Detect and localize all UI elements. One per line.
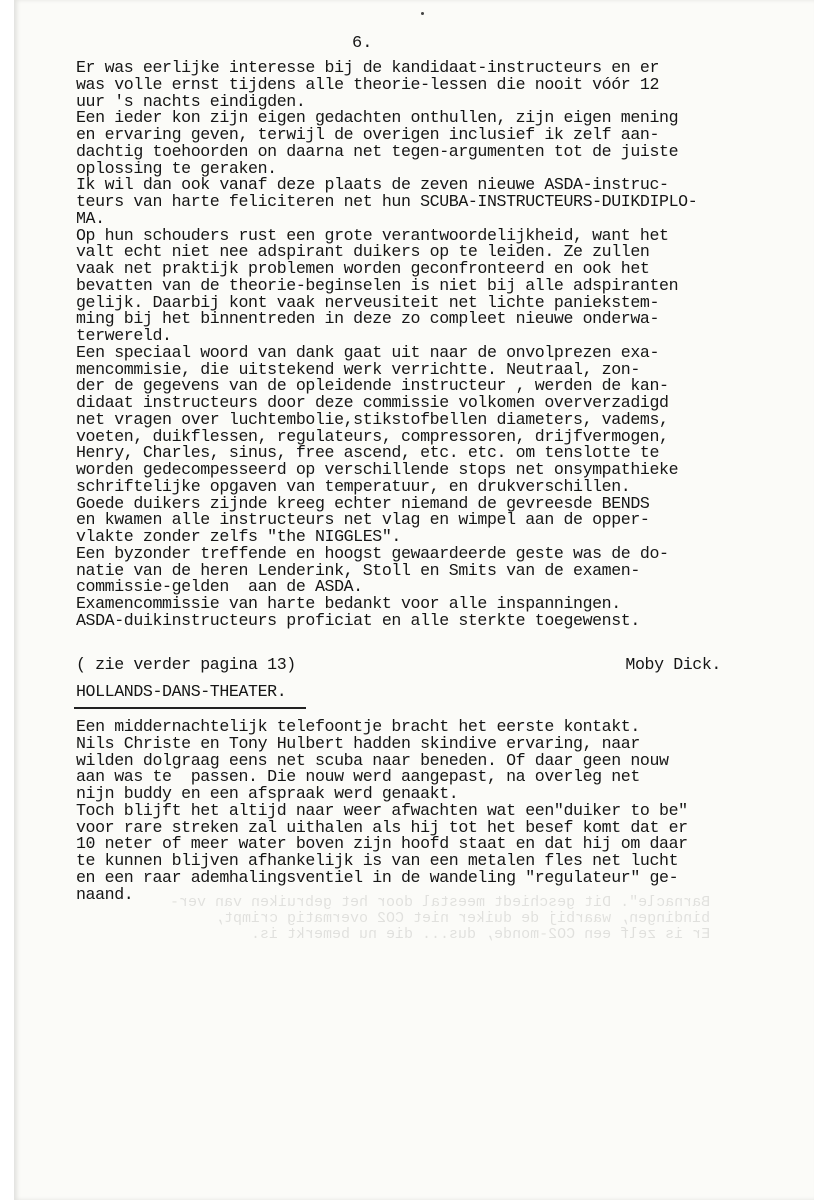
- text-line: Een middernachtelijk telefoontje bracht het eerste kontakt.: [76, 717, 640, 736]
- text-line: nijn buddy en een afspraak werd genaakt.: [76, 784, 459, 803]
- text-line: schriftelijke opgaven van temperatuur, en drukverschillen.: [76, 476, 631, 496]
- text-line: wilden dolgraag eens net scuba naar beneden. Of daar geen nouw: [76, 750, 669, 770]
- bleed-line: Barnacle". Dit geschiedt meestal door het gebruiken van ver-: [170, 894, 711, 911]
- text-line: net vragen over luchtembolie,stikstofbellen diameters, vadems,: [76, 409, 669, 429]
- continuation-note: ( zie verder pagina 13): [76, 655, 296, 674]
- bleed-line: bindingen, waarbij de duiker niet CO2 overmatig crimpt,: [215, 910, 711, 927]
- text-line: der de gegevens van de opleidende instructeur , werden de kan-: [76, 376, 669, 396]
- text-line: Een byzonder treffende en hoogst gewaardeerde geste was de do-: [76, 543, 669, 563]
- text-line: valt echt niet nee adspirant duikers op te leiden. Ze zullen: [76, 242, 650, 262]
- text-line: vaak net praktijk problemen worden geconfronteerd en ook het: [76, 259, 650, 278]
- reverse-side-bleed: [170, 895, 710, 943]
- text-line: en ervaring geven, terwijl de overigen inclusief ik zelf aan-: [76, 125, 660, 144]
- text-line: Een speciaal woord van dank gaat uit naar de onvolprezen exa-: [76, 342, 660, 362]
- text-line: ming bij het binnentreden in deze zo compleet nieuwe onderwa-: [76, 309, 660, 329]
- article-body-2: [76, 719, 688, 903]
- text-line: ASDA-duikinstructeurs proficiat en alle sterkte toegewenst.: [76, 610, 640, 630]
- heading-underline: [74, 707, 306, 709]
- text-line: Goede duikers zijnde kreeg echter niemand de gevreesde BENDS: [76, 493, 650, 513]
- text-line: oplossing te geraken.: [76, 158, 277, 178]
- text-line: Nils Christe en Tony Hulbert hadden skindive ervaring, naar: [76, 733, 640, 753]
- section-heading: HOLLANDS-DANS-THEATER.: [76, 682, 287, 701]
- text-line: en een raar ademhalingsventiel in de wandeling "regulateur" ge-: [76, 867, 679, 887]
- text-line: didaat instructeurs door deze commissie volkomen oververzadigd: [76, 393, 669, 412]
- bleed-line: Er is zelf een CO2-monde, dus... die nu bemerkt is.: [251, 926, 711, 943]
- text-line: MA.: [76, 208, 105, 228]
- article-body: [76, 60, 697, 630]
- text-line: worden gedecompesseerd op verschillende stops net onsympathieke: [76, 460, 679, 479]
- text-line: en kwamen alle instructeurs net vlag en wimpel aan de opper-: [76, 510, 650, 530]
- text-line: aan was te passen. Die nouw werd aangepast, na overleg net: [76, 767, 640, 787]
- text-line: vlakte zonder zelfs "the NIGGLES".: [76, 527, 401, 546]
- text-line: bevatten van de theorie-beginselen is niet bij alle adspiranten: [76, 275, 679, 295]
- text-line: voeten, duikflessen, regulateurs, compressoren, drijfvermogen,: [76, 426, 669, 446]
- text-line: voor rare streken zal uithalen als hij tot het besef komt dat er: [76, 817, 688, 837]
- text-line: natie van de heren Lenderink, Stoll en Smits van de examen-: [76, 560, 640, 580]
- text-line: Een ieder kon zijn eigen gedachten onthullen, zijn eigen mening: [76, 108, 679, 128]
- text-line: commissie-gelden aan de ASDA.: [76, 577, 363, 597]
- text-line: uur 's nachts eindigden.: [76, 91, 306, 111]
- closing-line: [76, 655, 721, 674]
- text-line: Op hun schouders rust een grote verantwoordelijkheid, want het: [76, 225, 669, 245]
- text-line: dachtig toehoorden on daarna net tegen-argumenten tot de juiste: [76, 141, 679, 161]
- text-line: teurs van harte feliciteren net hun SCUBA-INSTRUCTEURS-DUIKDIPLO-: [76, 192, 698, 211]
- page-number: 6.: [352, 34, 373, 53]
- text-line: mencommisie, die uitstekend werk verrichtte. Neutraal, zon-: [76, 359, 640, 379]
- text-line: Er was eerlijke interesse bij de kandidaat-instructeurs en er: [76, 58, 660, 77]
- text-line: terwereld.: [76, 326, 172, 345]
- author-signature: Moby Dick.: [625, 655, 721, 674]
- punch-mark: [421, 12, 424, 15]
- text-line: 10 neter of meer water boven zijn hoofd staat en dat hij om daar: [76, 834, 688, 854]
- text-line: Ik wil dan ook vanaf deze plaats de zeven nieuwe ASDA-instruc-: [76, 175, 669, 195]
- text-line: Examencommissie van harte bedankt voor alle inspanningen.: [76, 594, 621, 613]
- text-line: te kunnen blijven afhankelijk is van een metalen fles net lucht: [76, 851, 679, 870]
- text-line: gelijk. Daarbij kont vaak nerveusiteit net lichte paniekstem-: [76, 292, 660, 312]
- text-line: Toch blijft het altijd naar weer afwachten wat een"duiker to be": [76, 800, 688, 820]
- text-line: Henry, Charles, sinus, free ascend, etc. etc. om tenslotte te: [76, 443, 660, 463]
- text-line: was volle ernst tijdens alle theorie-lessen die nooit vóór 12: [76, 74, 660, 94]
- text-line: naand.: [76, 884, 134, 904]
